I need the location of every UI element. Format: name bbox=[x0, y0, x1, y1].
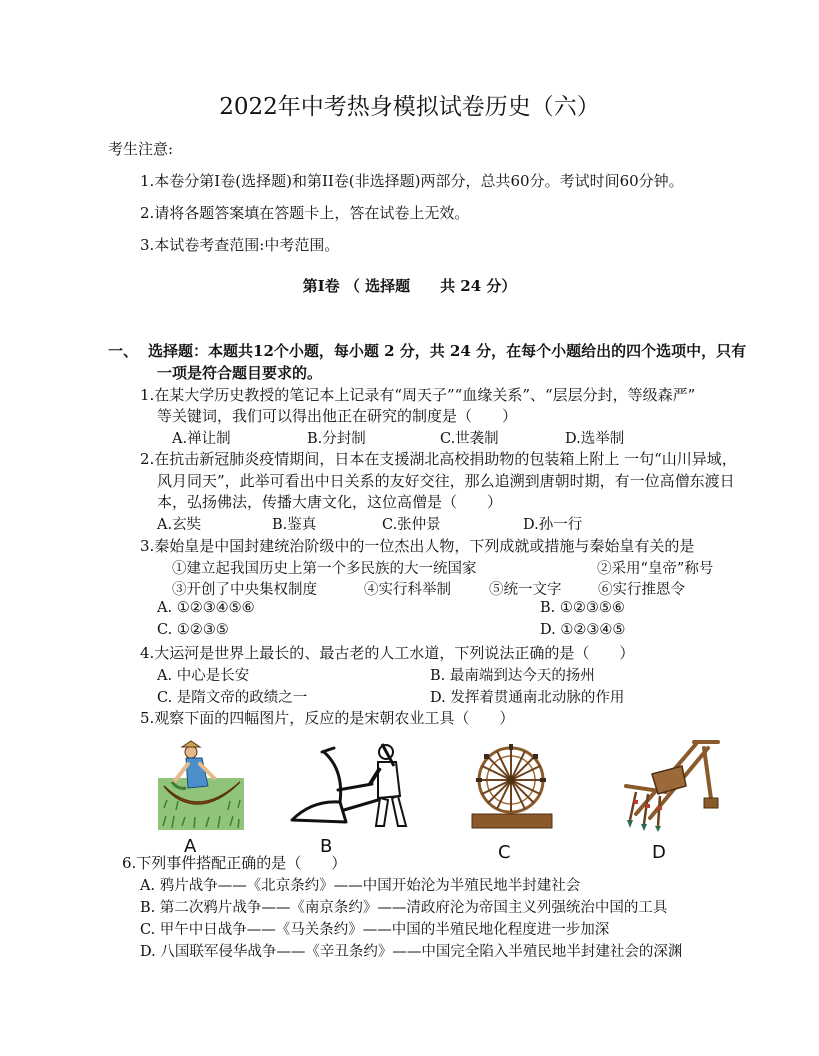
q4-option-b: B. 最南端到达今天的扬州 bbox=[430, 668, 595, 684]
q2-option-b: B.鉴真 bbox=[272, 517, 317, 533]
image-label-d: D bbox=[652, 842, 666, 863]
q4-option-d: D. 发挥着贯通南北动脉的作用 bbox=[430, 690, 625, 706]
q4-line1: 4.大运河是世界上最长的、最古老的人工水道，下列说法正确的是（ ） bbox=[140, 644, 635, 662]
q1-option-a: A.禅让制 bbox=[172, 431, 231, 447]
q2-option-a: A.玄奘 bbox=[157, 517, 202, 533]
q3-option-d: D. ①②③④⑤ bbox=[540, 622, 626, 638]
image-label-b: B bbox=[320, 836, 333, 857]
q6-option-b: B. 第二次鸦片战争——《南京条约》——清政府沦为帝国主义列强统治中国的工具 bbox=[140, 900, 668, 916]
q3-option-b: B. ①②③⑤⑥ bbox=[540, 600, 625, 616]
q1-option-d: D.选举制 bbox=[565, 431, 625, 447]
q4-option-c: C. 是隋文帝的政绩之一 bbox=[157, 690, 308, 706]
q3-item-2: ②采用“皇帝”称号 bbox=[597, 561, 714, 577]
water-wheel-image bbox=[466, 742, 556, 830]
q3-option-c: C. ①②③⑤ bbox=[157, 622, 229, 638]
page-title: 2022年中考热身模拟试卷历史（六） bbox=[219, 94, 600, 120]
q3-item-1: ①建立起我国历史上第一个多民族的大一统国家 bbox=[172, 561, 477, 577]
q1-line1: 1.在某大学历史教授的笔记本上记录有“周天子”“血缘关系”、“层层分封，等级森严” bbox=[140, 386, 696, 404]
q2-option-d: D.孙一行 bbox=[523, 517, 583, 533]
notice-item-3: 3.本试卷考查范围:中考范围。 bbox=[140, 236, 340, 254]
q1-line2: 等关键词，我们可以得出他正在研究的制度是（ ） bbox=[157, 407, 518, 425]
q6-option-d: D. 八国联军侵华战争——《辛丑条约》——中国完全陷入半殖民地半封建社会的深渊 bbox=[140, 944, 683, 960]
part-instruction-line1: 选择题：本题共12个小题，每小题 2 分，共 24 分，在每个小题给出的四个选项中，只有 bbox=[148, 342, 747, 360]
image-label-a: A bbox=[184, 836, 197, 857]
notice-item-2: 2.请将各题答案填在答题卡上，答在试卷上无效。 bbox=[140, 204, 470, 222]
image-label-c: C bbox=[498, 842, 511, 863]
q3-item-3: ③开创了中央集权制度 bbox=[172, 582, 317, 598]
q5-line1: 5.观察下面的四幅图片，反应的是宋朝农业工具（ ） bbox=[140, 709, 515, 727]
notice-heading: 考生注意: bbox=[108, 140, 174, 158]
part-instruction-line2: 一项是符合题目要求的。 bbox=[157, 364, 323, 382]
boat-farmer-image bbox=[158, 738, 244, 830]
q2-line3: 本，弘扬佛法，传播大唐文化，这位高僧是（ ） bbox=[157, 493, 503, 511]
q3-line1: 3.秦始皇是中国封建统治阶级中的一位杰出人物，下列成就或措施与秦始皇有关的是 bbox=[140, 537, 695, 555]
q3-option-a: A. ①②③④⑤⑥ bbox=[157, 600, 255, 616]
section-title: 第Ⅰ卷 （ 选择题 共 24 分） bbox=[302, 277, 517, 295]
q2-line2: 风月同天”，此举可看出中日关系的友好交往，那么追溯到唐朝时期，有一位高僧东渡日 bbox=[157, 472, 735, 490]
part-number: 一、 bbox=[108, 342, 139, 360]
q2-line1: 2.在抗击新冠肺炎疫情期间，日本在支援湖北高校捐助物的包装箱上附上 一句“山川异域， bbox=[140, 450, 737, 468]
notice-item-1: 1.本卷分第I卷(选择题)和第II卷(非选择题)两部分，总共60分。考试时间60分钟。 bbox=[140, 172, 684, 190]
q3-item-5: ⑤统一文字 bbox=[489, 582, 562, 598]
q1-option-c: C.世袭制 bbox=[440, 431, 499, 447]
seed-drill-image bbox=[616, 734, 722, 832]
q2-option-c: C.张仲景 bbox=[382, 517, 441, 533]
q3-item-4: ④实行科举制 bbox=[364, 582, 451, 598]
q6-option-a: A. 鸦片战争——《北京条约》——中国开始沦为半殖民地半封建社会 bbox=[140, 878, 581, 894]
q6-option-c: C. 甲午中日战争——《马关条约》——中国的半殖民地化程度进一步加深 bbox=[140, 922, 610, 938]
q4-option-a: A. 中心是长安 bbox=[157, 668, 250, 684]
q6-line1: 6.下列事件搭配正确的是（ ） bbox=[122, 854, 347, 872]
q3-item-6: ⑥实行推恩令 bbox=[598, 582, 685, 598]
plow-farmer-image bbox=[282, 740, 416, 830]
q1-option-b: B.分封制 bbox=[307, 431, 366, 447]
